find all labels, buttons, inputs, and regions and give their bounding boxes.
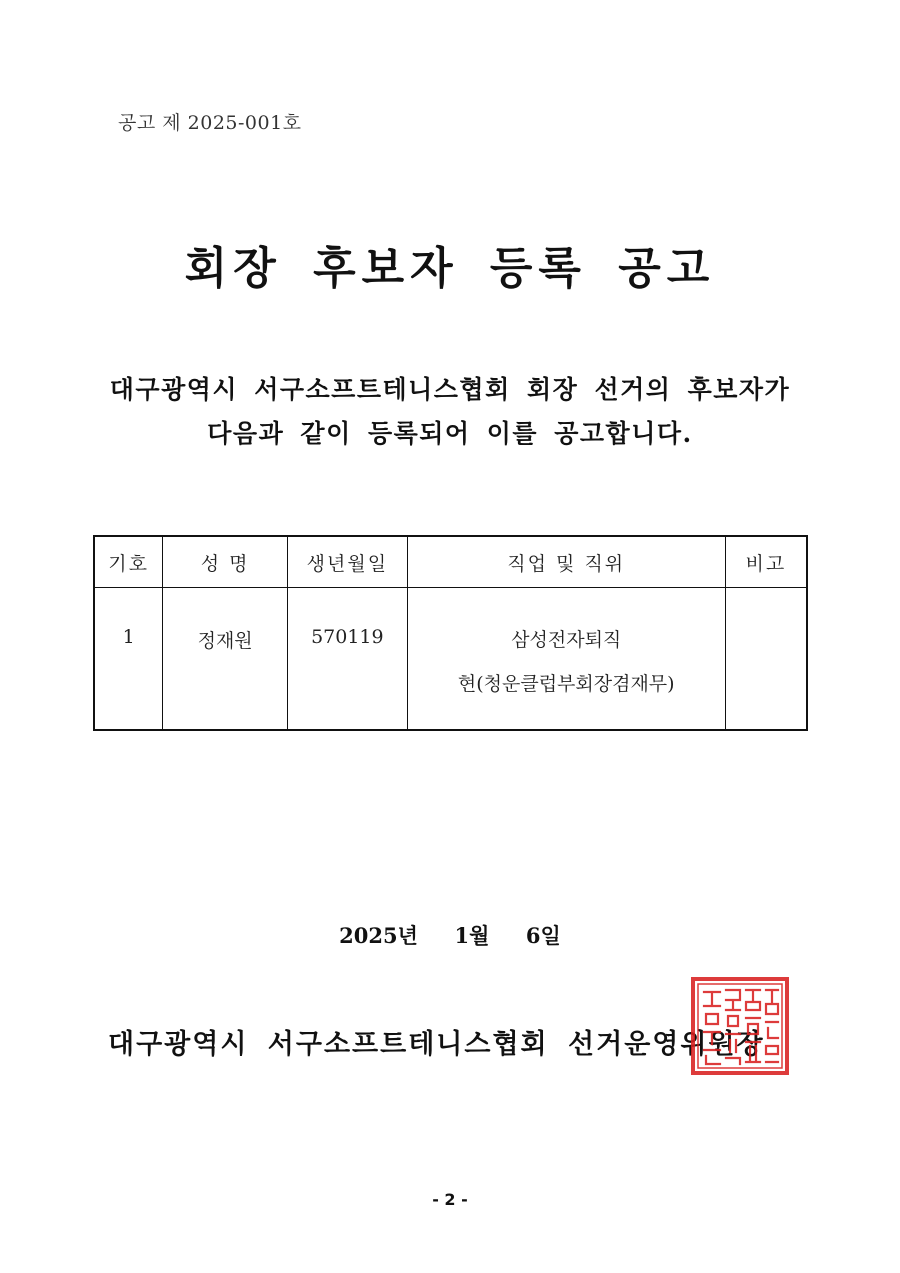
notice-date: 2025년 1월 6일 bbox=[339, 923, 561, 948]
header-birth: 생년월일 bbox=[287, 536, 407, 588]
job-line-1: 삼성전자퇴직 bbox=[511, 629, 622, 651]
cell-birth: 570119 bbox=[287, 588, 407, 730]
header-remarks: 비고 bbox=[725, 536, 807, 588]
notice-body-line-2: 다음과 같이 등록되어 이를 공고합니다. bbox=[207, 419, 693, 448]
signer-title: 대구광역시 서구소프트테니스협회 선거운영위원장 bbox=[108, 1029, 765, 1060]
cell-name: 정재원 bbox=[163, 588, 288, 730]
header-number: 기호 bbox=[94, 536, 163, 588]
page-number: - 2 - bbox=[432, 1190, 468, 1209]
job-line-2: 현(청운클럽부회장겸재무) bbox=[457, 673, 675, 695]
header-name: 성 명 bbox=[163, 536, 288, 588]
cell-number: 1 bbox=[94, 588, 163, 730]
page-title: 회장 후보자 등록 공고 bbox=[184, 243, 716, 294]
notice-body bbox=[0, 368, 900, 456]
notice-number: 공고 제 2025-001호 bbox=[118, 112, 302, 134]
cell-remarks bbox=[725, 588, 807, 730]
notice-body-line-1: 대구광역시 서구소프트테니스협회 회장 선거의 후보자가 bbox=[109, 375, 791, 404]
cell-job bbox=[407, 588, 725, 730]
red-official-seal-icon bbox=[690, 976, 790, 1076]
table-row bbox=[94, 588, 807, 730]
table-header-row bbox=[94, 536, 807, 588]
candidate-table bbox=[93, 535, 808, 731]
header-job: 직업 및 직위 bbox=[407, 536, 725, 588]
